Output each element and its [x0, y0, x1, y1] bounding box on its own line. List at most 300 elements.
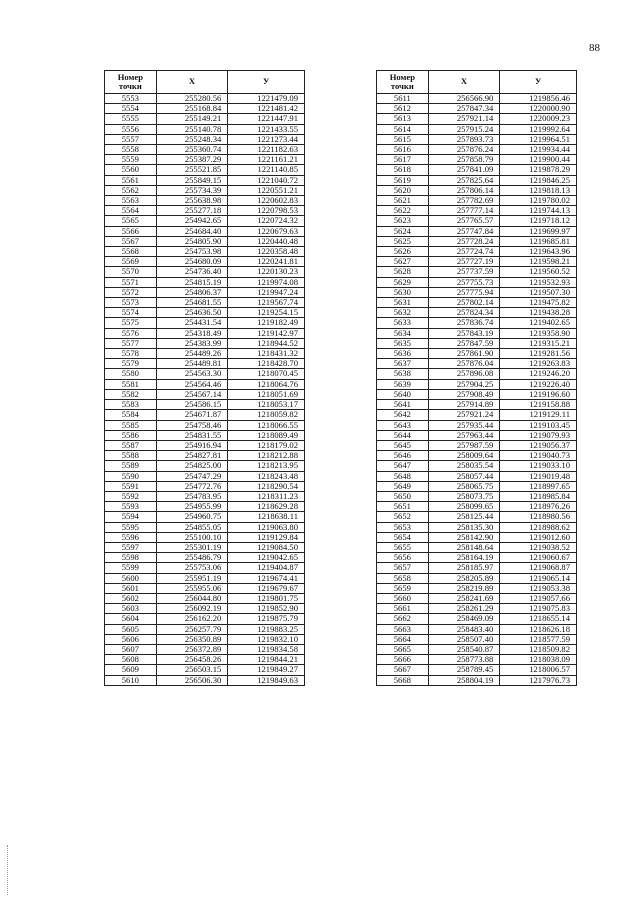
- y-coordinate-cell: 1219900.44: [500, 155, 577, 165]
- point-number-cell: 5577: [105, 338, 157, 348]
- y-coordinate-cell: 1219685.81: [500, 236, 577, 246]
- y-coordinate-cell: 1219718.12: [500, 216, 577, 226]
- y-coordinate-cell: 1220130.23: [228, 267, 305, 277]
- table-row: [105, 196, 305, 206]
- y-coordinate-cell: 1221273.44: [228, 134, 305, 144]
- point-number-cell: 5657: [377, 563, 429, 573]
- point-number-cell: 5565: [105, 216, 157, 226]
- table-row: [105, 430, 305, 440]
- table-row: [105, 155, 305, 165]
- y-coordinate-cell: 1219849.63: [228, 675, 305, 685]
- table-row: [105, 165, 305, 175]
- y-coordinate-cell: 1219129.84: [228, 532, 305, 542]
- point-number-cell: 5652: [377, 512, 429, 522]
- x-coordinate-cell: 257836.74: [428, 318, 500, 328]
- point-number-cell: 5629: [377, 277, 429, 287]
- y-coordinate-cell: 1221433.55: [228, 124, 305, 134]
- table-row: [105, 583, 305, 593]
- point-number-cell: 5613: [377, 114, 429, 124]
- x-coordinate-cell: 257914.89: [428, 400, 500, 410]
- point-number-cell: 5623: [377, 216, 429, 226]
- point-number-cell: 5585: [105, 420, 157, 430]
- y-coordinate-cell: 1219056.37: [500, 440, 577, 450]
- y-coordinate-cell: 1218070.45: [228, 369, 305, 379]
- y-coordinate-cell: 1219507.30: [500, 287, 577, 297]
- y-coordinate-cell: 1219832.10: [228, 634, 305, 644]
- point-number-cell: 5579: [105, 359, 157, 369]
- x-coordinate-cell: 256162.20: [156, 614, 228, 624]
- table-row: [105, 471, 305, 481]
- x-coordinate-cell: 258164.19: [428, 553, 500, 563]
- y-coordinate-cell: 1220009.23: [500, 114, 577, 124]
- y-coordinate-cell: 1219315.21: [500, 338, 577, 348]
- y-coordinate-cell: 1219598.21: [500, 257, 577, 267]
- point-number-cell: 5646: [377, 451, 429, 461]
- table-row: [377, 257, 577, 267]
- point-number-cell: 5625: [377, 236, 429, 246]
- x-coordinate-cell: 257847.34: [428, 104, 500, 114]
- y-coordinate-cell: 1218431.32: [228, 349, 305, 359]
- point-number-cell: 5572: [105, 287, 157, 297]
- table-row: [377, 359, 577, 369]
- x-coordinate-cell: 254489.81: [156, 359, 228, 369]
- x-coordinate-cell: 254680.09: [156, 257, 228, 267]
- x-coordinate-cell: 254564.46: [156, 379, 228, 389]
- page-number: 88: [589, 42, 600, 54]
- y-coordinate-cell: 1219878.29: [500, 165, 577, 175]
- x-coordinate-cell: 257747.84: [428, 226, 500, 236]
- point-number-cell: 5560: [105, 165, 157, 175]
- header-point-number: Номер точки: [105, 71, 157, 94]
- point-number-cell: 5642: [377, 410, 429, 420]
- point-number-cell: 5653: [377, 522, 429, 532]
- x-coordinate-cell: 255280.56: [156, 94, 228, 104]
- point-number-cell: 5644: [377, 430, 429, 440]
- y-coordinate-cell: 1219038.52: [500, 542, 577, 552]
- table-row: [377, 328, 577, 338]
- table-row: [105, 257, 305, 267]
- x-coordinate-cell: 257806.14: [428, 185, 500, 195]
- table-row: [377, 451, 577, 461]
- y-coordinate-cell: 1218997.65: [500, 481, 577, 491]
- point-number-cell: 5571: [105, 277, 157, 287]
- point-number-cell: 5610: [105, 675, 157, 685]
- y-coordinate-cell: 1219404.87: [228, 563, 305, 573]
- table-row: [105, 216, 305, 226]
- x-coordinate-cell: 257777.14: [428, 206, 500, 216]
- point-number-cell: 5591: [105, 481, 157, 491]
- y-coordinate-cell: 1220440.48: [228, 236, 305, 246]
- table-row: [377, 134, 577, 144]
- y-coordinate-cell: 1220000.90: [500, 104, 577, 114]
- point-number-cell: 5559: [105, 155, 157, 165]
- y-coordinate-cell: 1219060.67: [500, 553, 577, 563]
- point-number-cell: 5615: [377, 134, 429, 144]
- x-coordinate-cell: 258789.45: [428, 665, 500, 675]
- table-row: [105, 502, 305, 512]
- x-coordinate-cell: 255638.98: [156, 196, 228, 206]
- x-coordinate-cell: 258804.19: [428, 675, 500, 685]
- point-number-cell: 5639: [377, 379, 429, 389]
- x-coordinate-cell: 258185.97: [428, 563, 500, 573]
- x-coordinate-cell: 255849.15: [156, 175, 228, 185]
- table-row: [105, 298, 305, 308]
- point-number-cell: 5641: [377, 400, 429, 410]
- point-number-cell: 5619: [377, 175, 429, 185]
- table-row: [377, 522, 577, 532]
- table-row: [105, 573, 305, 583]
- x-coordinate-cell: 258065.75: [428, 481, 500, 491]
- table-row: [105, 400, 305, 410]
- table-row: [105, 491, 305, 501]
- table-body-right: [377, 94, 577, 686]
- point-number-cell: 5635: [377, 338, 429, 348]
- x-coordinate-cell: 255734.39: [156, 185, 228, 195]
- y-coordinate-cell: 1221447.91: [228, 114, 305, 124]
- point-number-cell: 5638: [377, 369, 429, 379]
- point-number-cell: 5624: [377, 226, 429, 236]
- y-coordinate-cell: 1217976.73: [500, 675, 577, 685]
- point-number-cell: 5626: [377, 247, 429, 257]
- table-row: [105, 665, 305, 675]
- x-coordinate-cell: 254431.54: [156, 318, 228, 328]
- table-row: [105, 318, 305, 328]
- table-row: [377, 267, 577, 277]
- y-coordinate-cell: 1219674.41: [228, 573, 305, 583]
- point-number-cell: 5606: [105, 634, 157, 644]
- point-number-cell: 5622: [377, 206, 429, 216]
- point-number-cell: 5661: [377, 604, 429, 614]
- point-number-cell: 5607: [105, 644, 157, 654]
- point-number-cell: 5586: [105, 430, 157, 440]
- y-coordinate-cell: 1218066.55: [228, 420, 305, 430]
- header-y: У: [500, 71, 577, 94]
- point-number-cell: 5664: [377, 634, 429, 644]
- y-coordinate-cell: 1219852.90: [228, 604, 305, 614]
- table-row: [377, 481, 577, 491]
- x-coordinate-cell: 254684.40: [156, 226, 228, 236]
- x-coordinate-cell: 256044.80: [156, 593, 228, 603]
- point-number-cell: 5556: [105, 124, 157, 134]
- table-row: [105, 114, 305, 124]
- table-row: [105, 308, 305, 318]
- table-row: [105, 563, 305, 573]
- point-number-cell: 5654: [377, 532, 429, 542]
- x-coordinate-cell: 254563.30: [156, 369, 228, 379]
- point-number-cell: 5636: [377, 349, 429, 359]
- y-coordinate-cell: 1219834.58: [228, 644, 305, 654]
- table-row: [377, 308, 577, 318]
- x-coordinate-cell: 255100.10: [156, 532, 228, 542]
- point-number-cell: 5616: [377, 145, 429, 155]
- table-row: [377, 655, 577, 665]
- x-coordinate-cell: 257908.49: [428, 389, 500, 399]
- y-coordinate-cell: 1219883.25: [228, 624, 305, 634]
- y-coordinate-cell: 1218051.69: [228, 389, 305, 399]
- y-coordinate-cell: 1219780.02: [500, 196, 577, 206]
- y-coordinate-cell: 1221140.85: [228, 165, 305, 175]
- x-coordinate-cell: 257861.90: [428, 349, 500, 359]
- x-coordinate-cell: 257724.74: [428, 247, 500, 257]
- x-coordinate-cell: 258057.44: [428, 471, 500, 481]
- table-row: [377, 502, 577, 512]
- table-row: [105, 522, 305, 532]
- table-row: [377, 583, 577, 593]
- table-row: [105, 338, 305, 348]
- table-row: [105, 359, 305, 369]
- y-coordinate-cell: 1218053.17: [228, 400, 305, 410]
- point-number-cell: 5609: [105, 665, 157, 675]
- x-coordinate-cell: 255955.06: [156, 583, 228, 593]
- x-coordinate-cell: 258540.87: [428, 644, 500, 654]
- y-coordinate-cell: 1219801.75: [228, 593, 305, 603]
- table-row: [377, 665, 577, 675]
- y-coordinate-cell: 1219358.90: [500, 328, 577, 338]
- point-number-cell: 5640: [377, 389, 429, 399]
- point-number-cell: 5573: [105, 298, 157, 308]
- x-coordinate-cell: 257825.64: [428, 175, 500, 185]
- point-number-cell: 5566: [105, 226, 157, 236]
- point-number-cell: 5660: [377, 593, 429, 603]
- y-coordinate-cell: 1220602.83: [228, 196, 305, 206]
- y-coordinate-cell: 1218064.76: [228, 379, 305, 389]
- x-coordinate-cell: 256503.15: [156, 665, 228, 675]
- table-row: [105, 247, 305, 257]
- y-coordinate-cell: 1219875.79: [228, 614, 305, 624]
- y-coordinate-cell: 1219053.38: [500, 583, 577, 593]
- x-coordinate-cell: 254916.94: [156, 440, 228, 450]
- point-number-cell: 5561: [105, 175, 157, 185]
- y-coordinate-cell: 1221481.42: [228, 104, 305, 114]
- x-coordinate-cell: 254586.15: [156, 400, 228, 410]
- x-coordinate-cell: 257921.14: [428, 114, 500, 124]
- point-number-cell: 5575: [105, 318, 157, 328]
- y-coordinate-cell: 1219019.48: [500, 471, 577, 481]
- x-coordinate-cell: 254671.87: [156, 410, 228, 420]
- x-coordinate-cell: 254758.46: [156, 420, 228, 430]
- table-row: [105, 104, 305, 114]
- point-number-cell: 5604: [105, 614, 157, 624]
- table-row: [105, 206, 305, 216]
- table-row: [377, 410, 577, 420]
- x-coordinate-cell: 254783.95: [156, 491, 228, 501]
- y-coordinate-cell: 1218980.56: [500, 512, 577, 522]
- y-coordinate-cell: 1219254.15: [228, 308, 305, 318]
- x-coordinate-cell: 254772.76: [156, 481, 228, 491]
- y-coordinate-cell: 1219699.97: [500, 226, 577, 236]
- table-row: [105, 185, 305, 195]
- y-coordinate-cell: 1219068.87: [500, 563, 577, 573]
- y-coordinate-cell: 1219856.46: [500, 94, 577, 104]
- y-coordinate-cell: 1219012.60: [500, 532, 577, 542]
- y-coordinate-cell: 1220798.53: [228, 206, 305, 216]
- x-coordinate-cell: 254318.49: [156, 328, 228, 338]
- point-number-cell: 5580: [105, 369, 157, 379]
- x-coordinate-cell: 257876.04: [428, 359, 500, 369]
- table-row: [377, 379, 577, 389]
- table-row: [105, 553, 305, 563]
- x-coordinate-cell: 255248.34: [156, 134, 228, 144]
- table-row: [105, 420, 305, 430]
- y-coordinate-cell: 1220358.48: [228, 247, 305, 257]
- table-row: [377, 236, 577, 246]
- point-number-cell: 5628: [377, 267, 429, 277]
- table-row: [377, 461, 577, 471]
- x-coordinate-cell: 254825.00: [156, 461, 228, 471]
- point-number-cell: 5650: [377, 491, 429, 501]
- table-row: [105, 675, 305, 685]
- x-coordinate-cell: 254681.55: [156, 298, 228, 308]
- x-coordinate-cell: 258125.44: [428, 512, 500, 522]
- y-coordinate-cell: 1219158.88: [500, 400, 577, 410]
- point-number-cell: 5583: [105, 400, 157, 410]
- point-number-cell: 5592: [105, 491, 157, 501]
- table-row: [377, 563, 577, 573]
- y-coordinate-cell: 1218944.52: [228, 338, 305, 348]
- x-coordinate-cell: 257893.73: [428, 134, 500, 144]
- point-number-cell: 5581: [105, 379, 157, 389]
- y-coordinate-cell: 1219567.74: [228, 298, 305, 308]
- x-coordinate-cell: 257843.19: [428, 328, 500, 338]
- point-number-cell: 5596: [105, 532, 157, 542]
- point-number-cell: 5587: [105, 440, 157, 450]
- x-coordinate-cell: 257765.57: [428, 216, 500, 226]
- point-number-cell: 5637: [377, 359, 429, 369]
- table-row: [377, 349, 577, 359]
- table-row: [377, 389, 577, 399]
- x-coordinate-cell: 257896.08: [428, 369, 500, 379]
- table-row: [377, 542, 577, 552]
- point-number-cell: 5612: [377, 104, 429, 114]
- table-row: [105, 267, 305, 277]
- y-coordinate-cell: 1219042.65: [228, 553, 305, 563]
- x-coordinate-cell: 254960.75: [156, 512, 228, 522]
- y-coordinate-cell: 1219182.49: [228, 318, 305, 328]
- y-coordinate-cell: 1219532.93: [500, 277, 577, 287]
- x-coordinate-cell: 257921.24: [428, 410, 500, 420]
- point-number-cell: 5608: [105, 655, 157, 665]
- point-number-cell: 5590: [105, 471, 157, 481]
- point-number-cell: 5665: [377, 644, 429, 654]
- table-row: [377, 155, 577, 165]
- point-number-cell: 5656: [377, 553, 429, 563]
- point-number-cell: 5648: [377, 471, 429, 481]
- table-row: [105, 604, 305, 614]
- y-coordinate-cell: 1219846.25: [500, 175, 577, 185]
- y-coordinate-cell: 1219129.11: [500, 410, 577, 420]
- x-coordinate-cell: 254383.99: [156, 338, 228, 348]
- x-coordinate-cell: 258148.64: [428, 542, 500, 552]
- point-number-cell: 5558: [105, 145, 157, 155]
- x-coordinate-cell: 258135.30: [428, 522, 500, 532]
- point-number-cell: 5666: [377, 655, 429, 665]
- point-number-cell: 5563: [105, 196, 157, 206]
- table-row: [105, 481, 305, 491]
- point-number-cell: 5594: [105, 512, 157, 522]
- table-row: [377, 553, 577, 563]
- table-row: [377, 145, 577, 155]
- x-coordinate-cell: 258773.88: [428, 655, 500, 665]
- x-coordinate-cell: 255753.06: [156, 563, 228, 573]
- x-coordinate-cell: 257915.24: [428, 124, 500, 134]
- x-coordinate-cell: 257987.59: [428, 440, 500, 450]
- table-row: [377, 624, 577, 634]
- x-coordinate-cell: 254855.05: [156, 522, 228, 532]
- table-row: [105, 236, 305, 246]
- table-row: [105, 512, 305, 522]
- y-coordinate-cell: 1219974.08: [228, 277, 305, 287]
- y-coordinate-cell: 1220551.21: [228, 185, 305, 195]
- y-coordinate-cell: 1220241.81: [228, 257, 305, 267]
- point-number-cell: 5598: [105, 553, 157, 563]
- header-y: У: [228, 71, 305, 94]
- table-row: [377, 247, 577, 257]
- x-coordinate-cell: 255140.78: [156, 124, 228, 134]
- table-row: [377, 634, 577, 644]
- x-coordinate-cell: 255951.19: [156, 573, 228, 583]
- x-coordinate-cell: 254747.29: [156, 471, 228, 481]
- coordinates-table-right: [376, 70, 577, 686]
- point-number-cell: 5659: [377, 583, 429, 593]
- point-number-cell: 5569: [105, 257, 157, 267]
- point-number-cell: 5570: [105, 267, 157, 277]
- y-coordinate-cell: 1218290.54: [228, 481, 305, 491]
- table-row: [377, 369, 577, 379]
- y-coordinate-cell: 1218509.82: [500, 644, 577, 654]
- table-row: [377, 532, 577, 542]
- table-row: [377, 593, 577, 603]
- y-coordinate-cell: 1219844.21: [228, 655, 305, 665]
- point-number-cell: 5611: [377, 94, 429, 104]
- x-coordinate-cell: 257904.25: [428, 379, 500, 389]
- y-coordinate-cell: 1219075.83: [500, 604, 577, 614]
- x-coordinate-cell: 254736.40: [156, 267, 228, 277]
- x-coordinate-cell: 255360.74: [156, 145, 228, 155]
- point-number-cell: 5574: [105, 308, 157, 318]
- y-coordinate-cell: 1218577.59: [500, 634, 577, 644]
- table-row: [105, 614, 305, 624]
- x-coordinate-cell: 255301.19: [156, 542, 228, 552]
- x-coordinate-cell: 257727.19: [428, 257, 500, 267]
- point-number-cell: 5631: [377, 298, 429, 308]
- point-number-cell: 5620: [377, 185, 429, 195]
- table-row: [377, 338, 577, 348]
- point-number-cell: 5621: [377, 196, 429, 206]
- x-coordinate-cell: 257802.14: [428, 298, 500, 308]
- table-row: [377, 512, 577, 522]
- point-number-cell: 5645: [377, 440, 429, 450]
- point-number-cell: 5614: [377, 124, 429, 134]
- x-coordinate-cell: 258099.65: [428, 502, 500, 512]
- point-number-cell: 5555: [105, 114, 157, 124]
- table-row: [105, 287, 305, 297]
- y-coordinate-cell: 1218655.14: [500, 614, 577, 624]
- y-coordinate-cell: 1218985.84: [500, 491, 577, 501]
- table-row: [105, 134, 305, 144]
- table-row: [377, 165, 577, 175]
- point-number-cell: 5633: [377, 318, 429, 328]
- point-number-cell: 5597: [105, 542, 157, 552]
- table-row: [105, 593, 305, 603]
- point-number-cell: 5595: [105, 522, 157, 532]
- point-number-cell: 5562: [105, 185, 157, 195]
- coordinates-table-left: [104, 70, 305, 686]
- y-coordinate-cell: 1219849.27: [228, 665, 305, 675]
- y-coordinate-cell: 1219964.51: [500, 134, 577, 144]
- y-coordinate-cell: 1219934.44: [500, 145, 577, 155]
- table-row: [377, 440, 577, 450]
- scan-edge-mark: [7, 845, 9, 895]
